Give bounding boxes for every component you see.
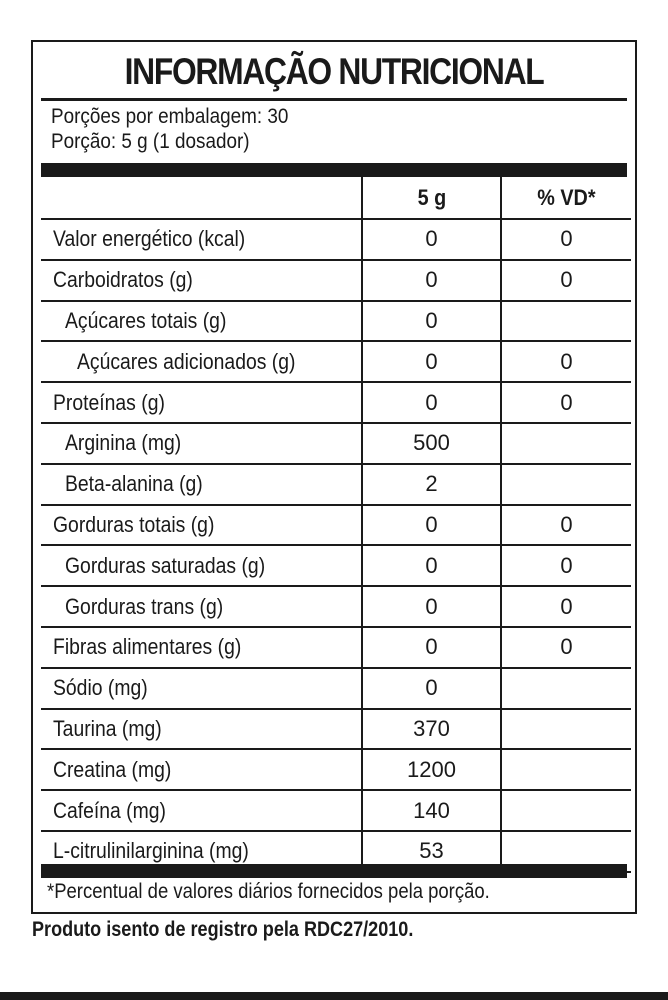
nutrient-name: Proteínas (g) xyxy=(53,389,165,415)
dv-cell xyxy=(500,465,631,504)
nutrient-amount: 0 xyxy=(425,267,438,293)
nutrient-name: Beta-alanina (g) xyxy=(65,471,203,497)
amount-cell xyxy=(361,342,500,381)
nutrient-name: Gorduras totais (g) xyxy=(53,511,215,537)
nutrient-name-cell xyxy=(41,628,361,667)
dv-cell xyxy=(500,342,631,381)
nutrient-dv: 0 xyxy=(560,634,573,660)
nutrient-amount: 0 xyxy=(425,675,438,701)
nutrient-name-cell xyxy=(41,750,361,789)
table-row xyxy=(41,710,631,751)
nutrient-amount: 0 xyxy=(425,511,438,537)
title-rule xyxy=(41,98,627,101)
amount-cell xyxy=(361,465,500,504)
amount-cell xyxy=(361,383,500,422)
amount-cell xyxy=(361,750,500,789)
table-row xyxy=(41,506,631,547)
amount-cell xyxy=(361,302,500,341)
table-row xyxy=(41,383,631,424)
nutrient-name: Valor energético (kcal) xyxy=(53,226,246,252)
dv-cell xyxy=(500,220,631,259)
dv-cell xyxy=(500,710,631,749)
nutrient-amount: 0 xyxy=(425,389,438,415)
nutrient-name-cell xyxy=(41,261,361,300)
nutrient-amount: 140 xyxy=(413,797,450,823)
nutrient-name-cell xyxy=(41,587,361,626)
table-row xyxy=(41,220,631,261)
nutrient-amount: 0 xyxy=(425,307,438,333)
servings-per-package: Porções por embalagem: 30 xyxy=(51,105,289,128)
table-row xyxy=(41,628,631,669)
nutrient-dv: 0 xyxy=(560,593,573,619)
nutrient-amount: 0 xyxy=(425,552,438,578)
dv-cell xyxy=(500,750,631,789)
nutrient-amount: 2 xyxy=(425,471,438,497)
table-row xyxy=(41,424,631,465)
table-row xyxy=(41,465,631,506)
amount-cell xyxy=(361,424,500,463)
serving-size: Porção: 5 g (1 dosador) xyxy=(51,130,250,153)
dv-cell xyxy=(500,424,631,463)
nutrient-amount: 0 xyxy=(425,634,438,660)
nutrient-name: Açúcares totais (g) xyxy=(65,307,227,333)
label-title: INFORMAÇÃO NUTRICIONAL xyxy=(124,51,544,92)
header-amount-cell xyxy=(361,177,500,218)
nutrient-dv: 0 xyxy=(560,552,573,578)
amount-cell xyxy=(361,710,500,749)
amount-cell xyxy=(361,628,500,667)
header-dv-label: % VD* xyxy=(537,184,596,210)
nutrient-name-cell xyxy=(41,342,361,381)
table-body xyxy=(41,220,631,873)
dv-cell xyxy=(500,791,631,830)
nutrient-name-cell xyxy=(41,465,361,504)
table-row xyxy=(41,750,631,791)
registry-note: Produto isento de registro pela RDC27/2010. xyxy=(32,918,414,941)
table-row xyxy=(41,669,631,710)
amount-cell xyxy=(361,506,500,545)
table-row xyxy=(41,791,631,832)
dv-cell xyxy=(500,383,631,422)
nutrient-name: Cafeína (mg) xyxy=(53,797,166,823)
nutrient-name-cell xyxy=(41,302,361,341)
amount-cell xyxy=(361,220,500,259)
thick-rule-bottom xyxy=(41,864,627,878)
amount-cell xyxy=(361,546,500,585)
table-header-row xyxy=(41,177,631,220)
nutrient-dv: 0 xyxy=(560,267,573,293)
bottom-edge-bar xyxy=(0,992,668,1000)
nutrient-name: Sódio (mg) xyxy=(53,675,148,701)
table-row xyxy=(41,587,631,628)
header-nutrient-cell xyxy=(41,177,361,218)
nutrient-name-cell xyxy=(41,424,361,463)
nutrient-dv: 0 xyxy=(560,348,573,374)
table-row xyxy=(41,546,631,587)
amount-cell xyxy=(361,261,500,300)
amount-cell xyxy=(361,669,500,708)
footnote: *Percentual de valores diários fornecidos pela porção. xyxy=(47,880,490,903)
dv-cell xyxy=(500,587,631,626)
nutrient-dv: 0 xyxy=(560,226,573,252)
nutrient-name: Açúcares adicionados (g) xyxy=(77,348,296,374)
table-row xyxy=(41,302,631,343)
nutrient-amount: 0 xyxy=(425,348,438,374)
amount-cell xyxy=(361,791,500,830)
nutrient-name: Gorduras saturadas (g) xyxy=(65,552,266,578)
nutrient-name: Arginina (mg) xyxy=(65,430,182,456)
dv-cell xyxy=(500,669,631,708)
nutrition-table xyxy=(41,177,631,873)
nutrient-amount: 53 xyxy=(419,838,444,864)
nutrient-name: Creatina (mg) xyxy=(53,756,172,782)
dv-cell xyxy=(500,546,631,585)
table-row xyxy=(41,342,631,383)
thick-rule-top xyxy=(41,163,627,177)
nutrient-amount: 500 xyxy=(413,430,450,456)
header-amount-label: 5 g xyxy=(417,184,446,210)
dv-cell xyxy=(500,628,631,667)
nutrient-name: Taurina (mg) xyxy=(53,715,162,741)
nutrient-name: Gorduras trans (g) xyxy=(65,593,224,619)
dv-cell xyxy=(500,261,631,300)
nutrient-amount: 1200 xyxy=(407,756,456,782)
nutrient-dv: 0 xyxy=(560,511,573,537)
nutrient-name: Fibras alimentares (g) xyxy=(53,634,242,660)
nutrient-name-cell xyxy=(41,506,361,545)
nutrient-name: L-citrulinilarginina (mg) xyxy=(53,838,249,864)
nutrient-name-cell xyxy=(41,546,361,585)
nutrition-facts-label xyxy=(31,40,637,914)
nutrient-name-cell xyxy=(41,791,361,830)
dv-cell xyxy=(500,302,631,341)
nutrient-name-cell xyxy=(41,669,361,708)
nutrient-name-cell xyxy=(41,220,361,259)
nutrient-amount: 0 xyxy=(425,226,438,252)
header-dv-cell xyxy=(500,177,631,218)
dv-cell xyxy=(500,506,631,545)
nutrient-amount: 0 xyxy=(425,593,438,619)
nutrient-dv: 0 xyxy=(560,389,573,415)
nutrient-name: Carboidratos (g) xyxy=(53,267,193,293)
nutrient-name-cell xyxy=(41,710,361,749)
table-row xyxy=(41,261,631,302)
nutrient-name-cell xyxy=(41,383,361,422)
amount-cell xyxy=(361,587,500,626)
nutrient-amount: 370 xyxy=(413,715,450,741)
